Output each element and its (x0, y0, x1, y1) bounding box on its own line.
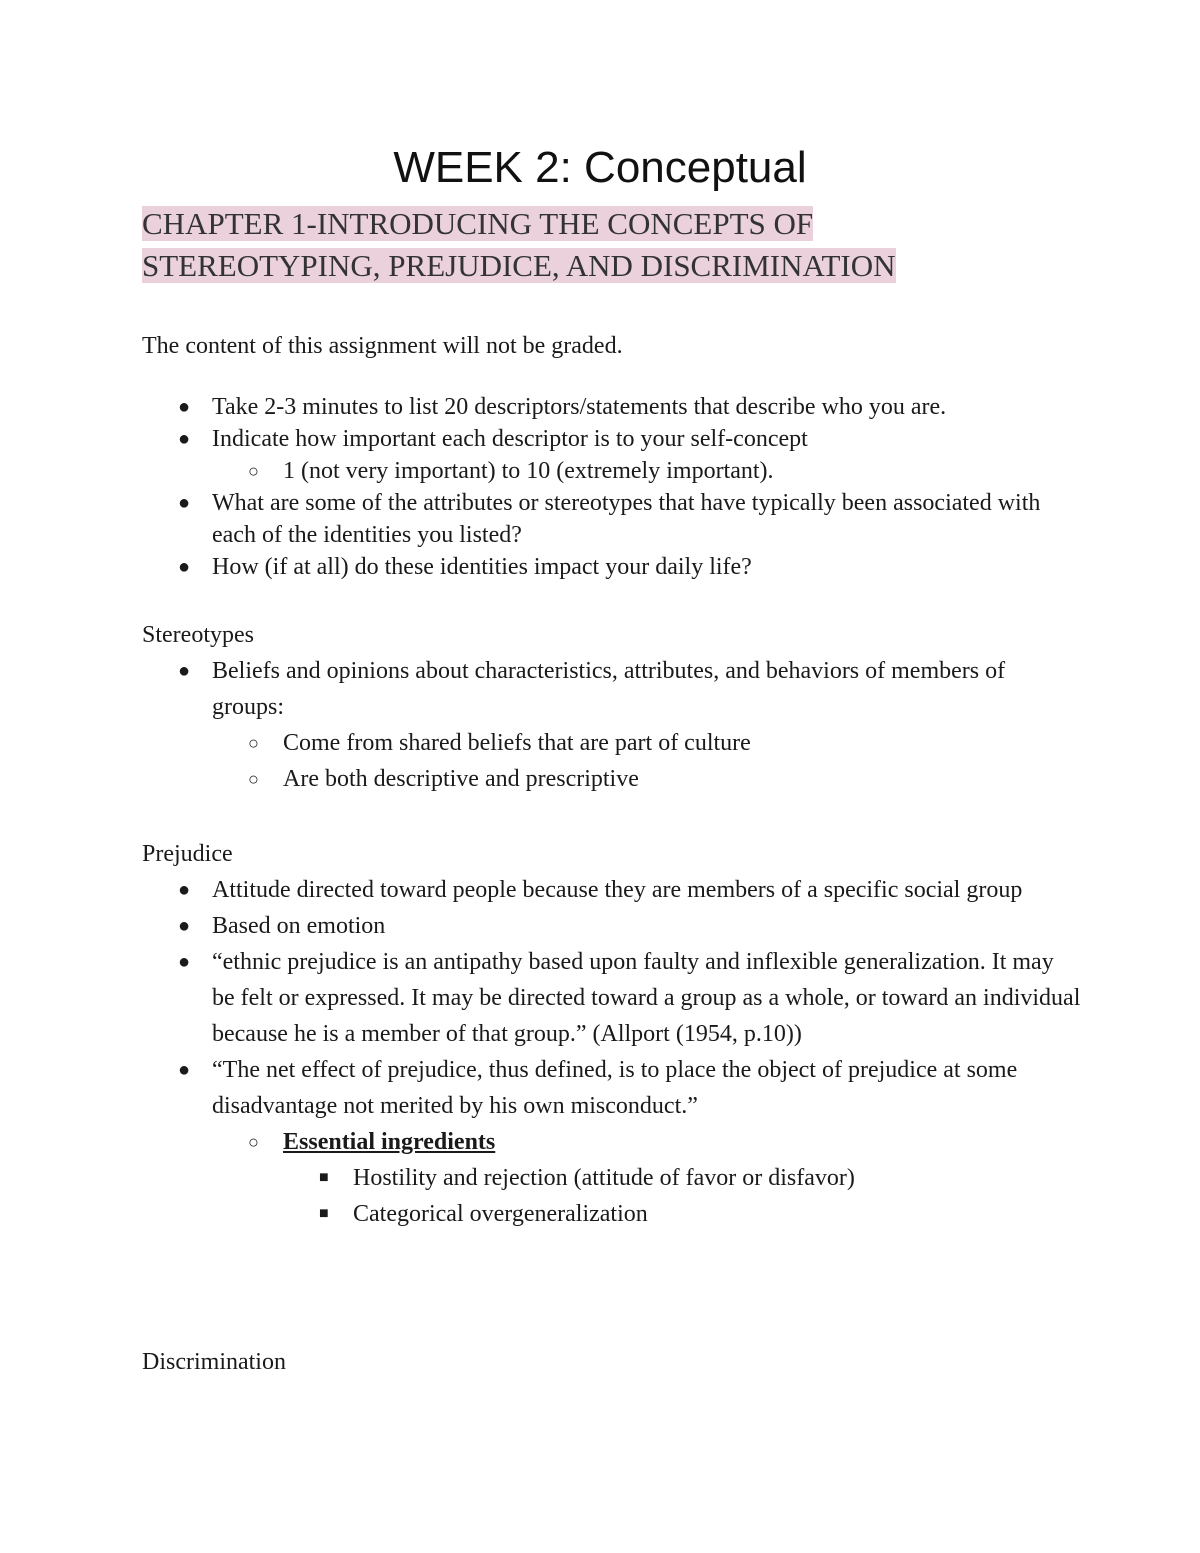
bullet-circle-icon: ○ (248, 769, 259, 789)
prejudice-section (142, 836, 1082, 1232)
bullet-circle-icon: ○ (248, 461, 259, 481)
list-item (142, 653, 1082, 797)
list-item-text: Are both descriptive and prescriptive (283, 766, 639, 792)
page-title: WEEK 2: Conceptual (393, 143, 807, 192)
list-item (212, 761, 1082, 797)
section-heading: Discrimination (142, 1349, 286, 1375)
chapter-heading-line-2: STEREOTYPING, PREJUDICE, AND DISCRIMINATION (142, 248, 896, 283)
bullet-dot-icon: ● (178, 492, 191, 514)
bullet-circle-icon: ○ (248, 733, 259, 753)
chapter-heading (142, 203, 1062, 287)
list-item (142, 423, 1082, 487)
intro-section (142, 328, 1082, 583)
list-item-text: Take 2-3 minutes to list 20 descriptors/statements that describe who you are. (212, 394, 947, 420)
list-item-text: Beliefs and opinions about characteristics, attributes, and behaviors of members of groups: (212, 658, 1006, 720)
list-item (142, 551, 1082, 583)
bullet-dot-icon: ● (178, 915, 191, 937)
section-heading: Stereotypes (142, 622, 254, 648)
bullet-dot-icon: ● (178, 396, 191, 418)
prejudice-list (142, 872, 1082, 1232)
section-heading: Prejudice (142, 841, 233, 867)
list-item-text: Attitude directed toward people because they are members of a specific social group (212, 877, 1023, 903)
sub-list (212, 455, 1082, 487)
sub-list (212, 1124, 1082, 1232)
list-item (142, 872, 1082, 908)
stereotypes-list (142, 653, 1082, 797)
list-item (283, 1196, 1082, 1232)
bullet-dot-icon: ● (178, 428, 191, 450)
ingredients-list (283, 1160, 1082, 1232)
list-item (142, 487, 1082, 551)
list-item (212, 455, 1082, 487)
discrimination-section (142, 1344, 1082, 1380)
list-item-text: How (if at all) do these identities impact your daily life? (212, 554, 752, 580)
bullet-dot-icon: ● (178, 1059, 191, 1081)
list-item (283, 1160, 1082, 1196)
bullet-dot-icon: ● (178, 879, 191, 901)
list-item-text: Come from shared beliefs that are part of culture (283, 730, 751, 756)
list-item-text: Based on emotion (212, 913, 386, 939)
assignment-note: The content of this assignment will not be graded. (142, 333, 623, 359)
bullet-dot-icon: ● (178, 951, 191, 973)
list-item (142, 391, 1082, 423)
list-item-text: Hostility and rejection (attitude of favor or disfavor) (353, 1165, 855, 1191)
list-item-text: 1 (not very important) to 10 (extremely important). (283, 458, 774, 484)
intro-list (142, 391, 1082, 583)
bullet-square-icon: ■ (319, 1169, 329, 1186)
list-item (212, 725, 1082, 761)
bullet-dot-icon: ● (178, 556, 191, 578)
list-item-text: What are some of the attributes or stereotypes that have typically been associated with each of the identities you listed? (212, 490, 1041, 548)
sub-heading: Essential ingredients (283, 1129, 496, 1155)
list-item (142, 908, 1082, 944)
sub-list (212, 725, 1082, 797)
bullet-square-icon: ■ (319, 1205, 329, 1222)
list-item-text: “ethnic prejudice is an antipathy based upon faulty and inflexible generalization. It may be felt or expressed. It may be directed toward a group as a whole, or toward an individual because he is a member of that group.” (Allport (1954, p.10)) (212, 949, 1081, 1047)
bullet-circle-icon: ○ (248, 1132, 259, 1152)
list-item-text: Categorical overgeneralization (353, 1201, 648, 1227)
stereotypes-section (142, 617, 1082, 797)
list-item (212, 1124, 1082, 1232)
list-item-text: “The net effect of prejudice, thus defined, is to place the object of prejudice at some disadvantage not merited by his own misconduct.” (212, 1057, 1018, 1119)
list-item-text: Indicate how important each descriptor is to your self-concept (212, 426, 808, 452)
list-item (142, 1052, 1082, 1232)
list-item (142, 944, 1082, 1052)
bullet-dot-icon: ● (178, 660, 191, 682)
chapter-heading-line-1: CHAPTER 1-INTRODUCING THE CONCEPTS OF (142, 206, 814, 241)
